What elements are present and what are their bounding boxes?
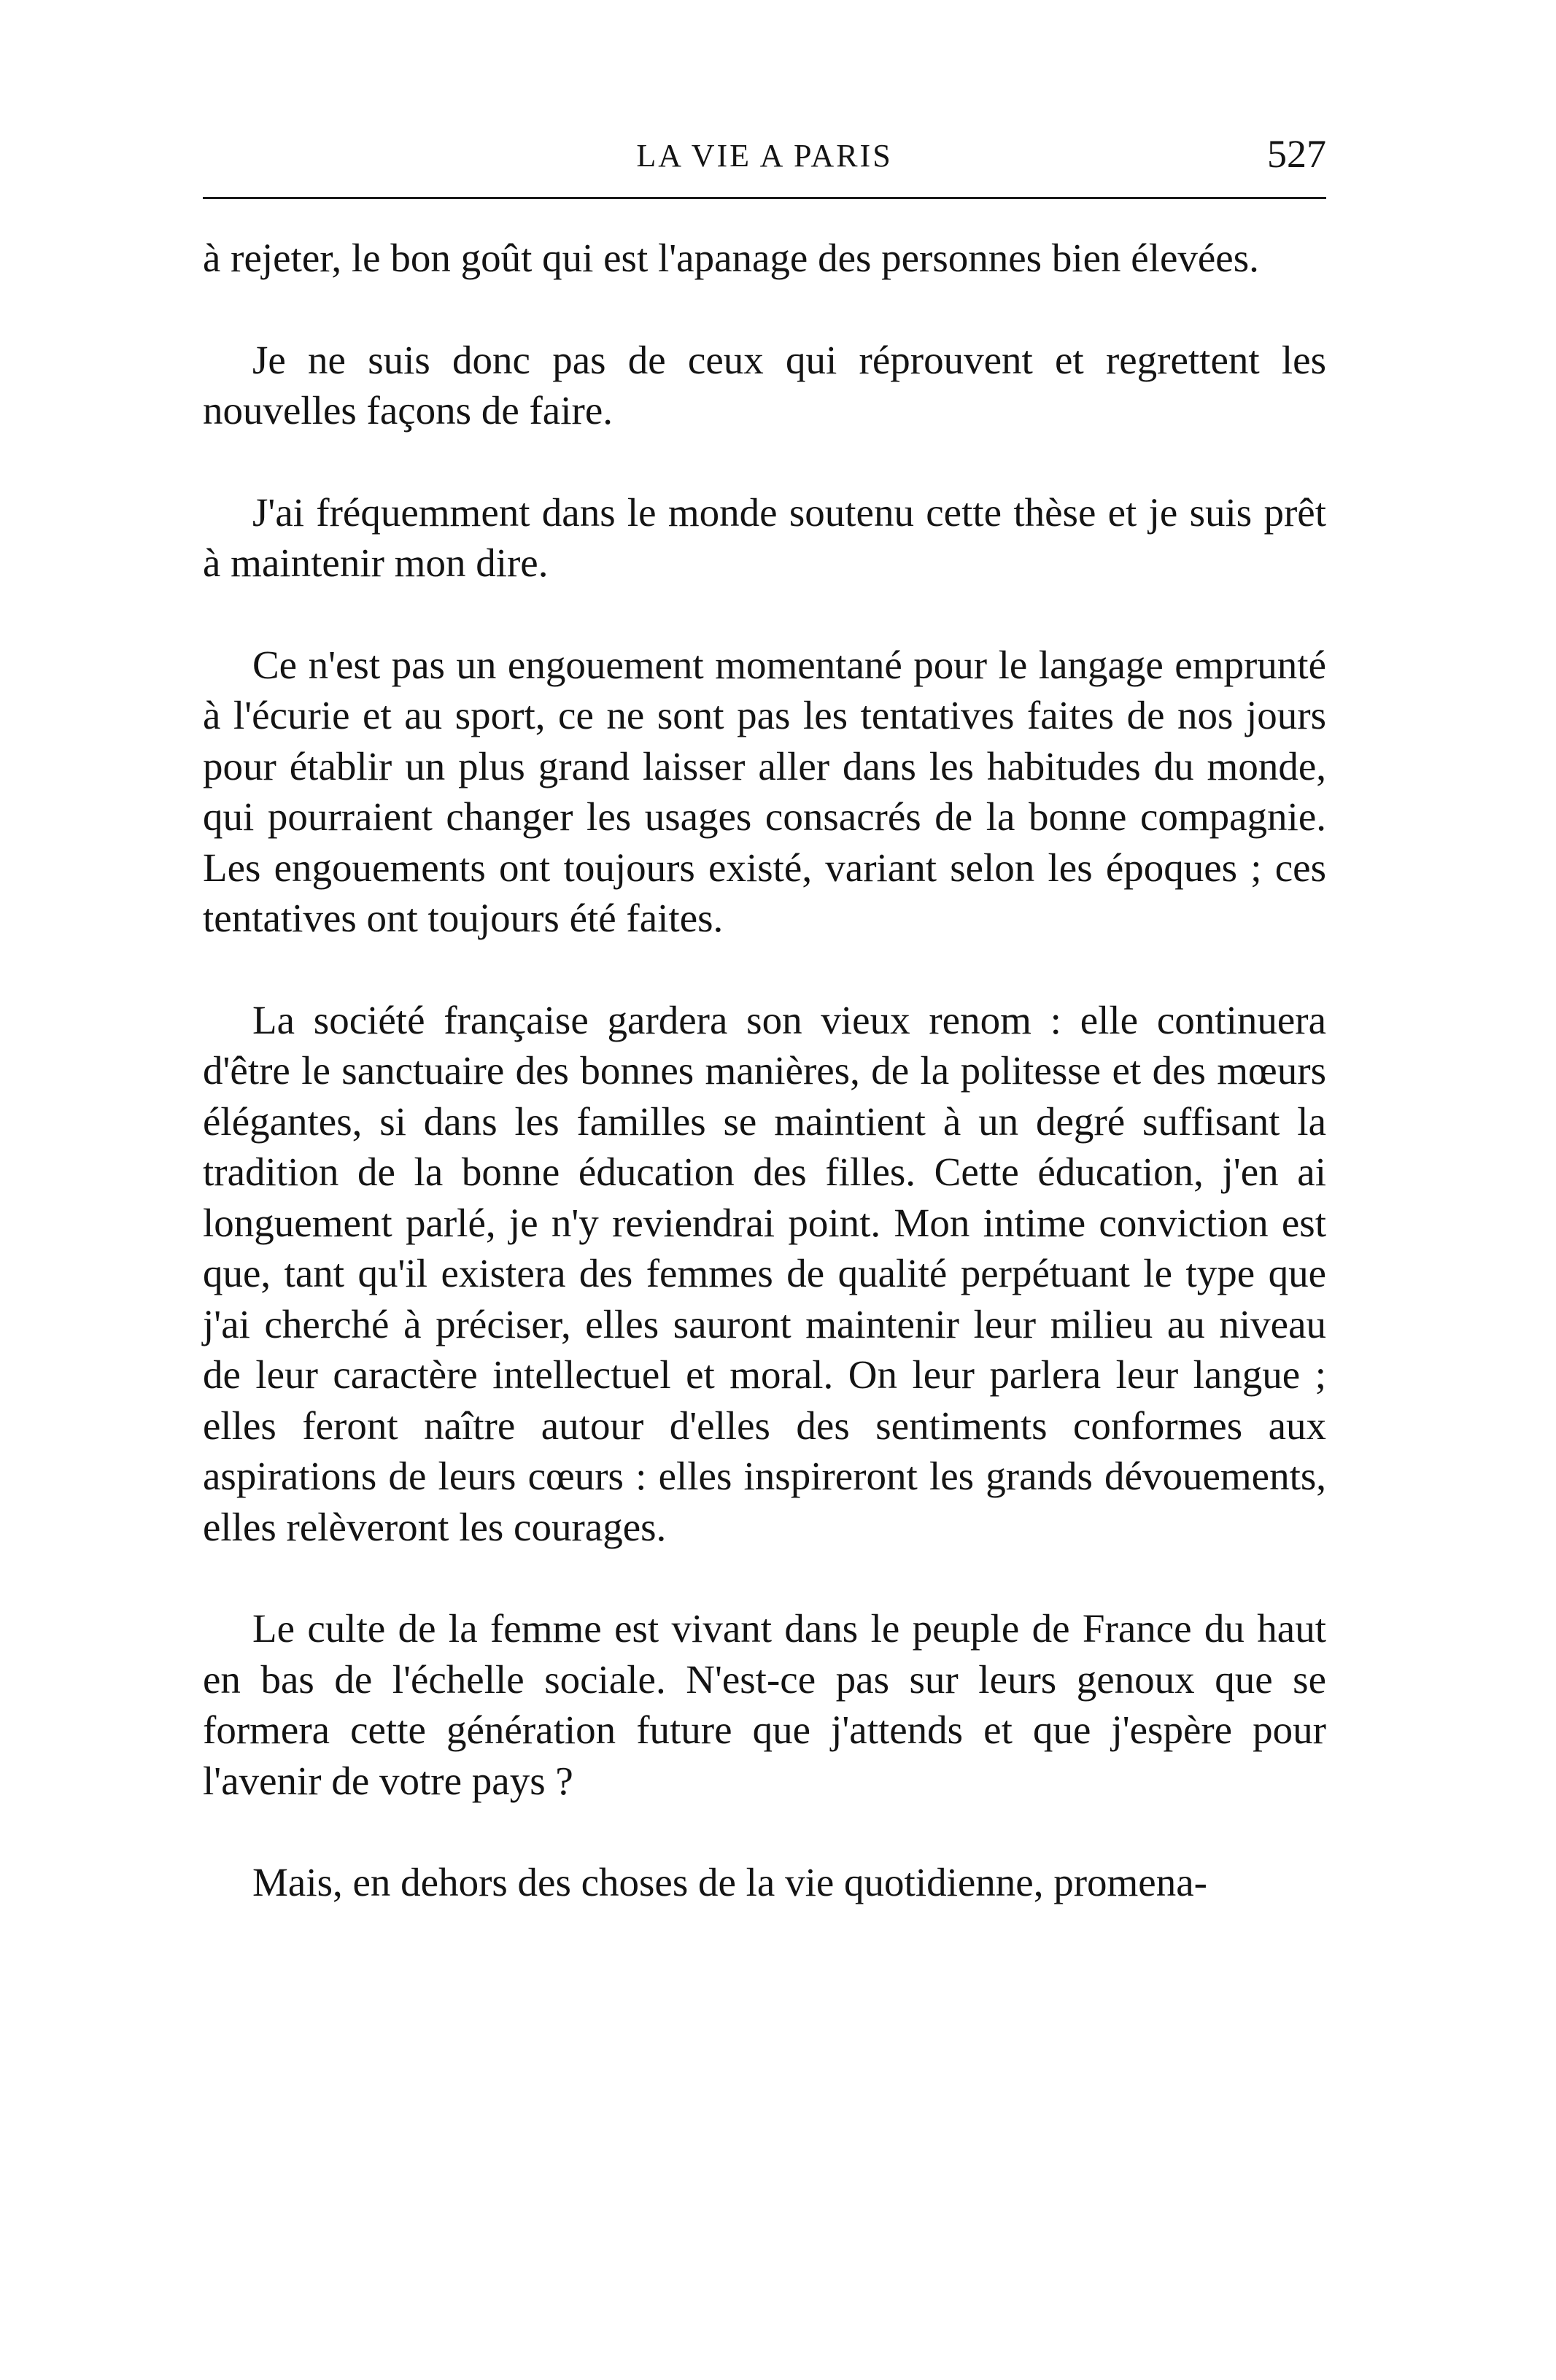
paragraph-4: Ce n'est pas un engouement momentané pour le langage emprunté à l'écurie et au sport, ce ne sont pas les tentatives faites de nos jours pour établir un plus grand laisser aller dans les habitudes du monde, qui pourraient changer les usages consacrés de la bonne compagnie. Les engouements ont toujours existé, variant selon les époques ; ces tentatives ont toujours été faites. bbox=[203, 642, 1326, 940]
running-title: LA VIE A PARIS bbox=[636, 138, 893, 174]
paragraph-5: La société française gardera son vieux renom : elle continuera d'être le sanctuaire des bonnes manières, de la politesse et des mœurs élégantes, si dans les familles se maintient à un degré suffisant la tradition de la bonne éducation des filles. Cette éducation, j'en ai longuement parlé, je n'y reviendrai point. Mon intime conviction est que, tant qu'il existera des femmes de qualité perpétuant le type que j'ai cherché à préciser, elles sauront maintenir leur milieu au niveau de leur caractère intellectuel et moral. On leur parlera leur langue ; elles feront naître autour d'elles des sentiments conformes aux aspirations de leurs cœurs : elles inspireront les grands dévouements, elles relèveront les courages. bbox=[203, 997, 1326, 1549]
body-text bbox=[203, 233, 1326, 1908]
book-page bbox=[203, 124, 1326, 1959]
page-number: 527 bbox=[1267, 132, 1326, 176]
running-head bbox=[203, 124, 1326, 197]
paragraph-1: à rejeter, le bon goût qui est l'apanage des personnes bien élevées. bbox=[203, 236, 1259, 280]
paragraph-7: Mais, en dehors des choses de la vie quotidienne, promena- bbox=[252, 1860, 1207, 1904]
header-rule bbox=[203, 197, 1326, 199]
paragraph-6: Le culte de la femme est vivant dans le peuple de France du haut en bas de l'échelle sociale. N'est-ce pas sur leurs genoux que se formera cette génération future que j'attends et que j'espère pour l'avenir de votre pays ? bbox=[203, 1606, 1326, 1803]
paragraph-3: J'ai fréquemment dans le monde soutenu cette thèse et je suis prêt à maintenir mon dire. bbox=[203, 489, 1326, 585]
paragraph-2: Je ne suis donc pas de ceux qui réprouvent et regrettent les nouvelles façons de faire. bbox=[203, 337, 1326, 433]
